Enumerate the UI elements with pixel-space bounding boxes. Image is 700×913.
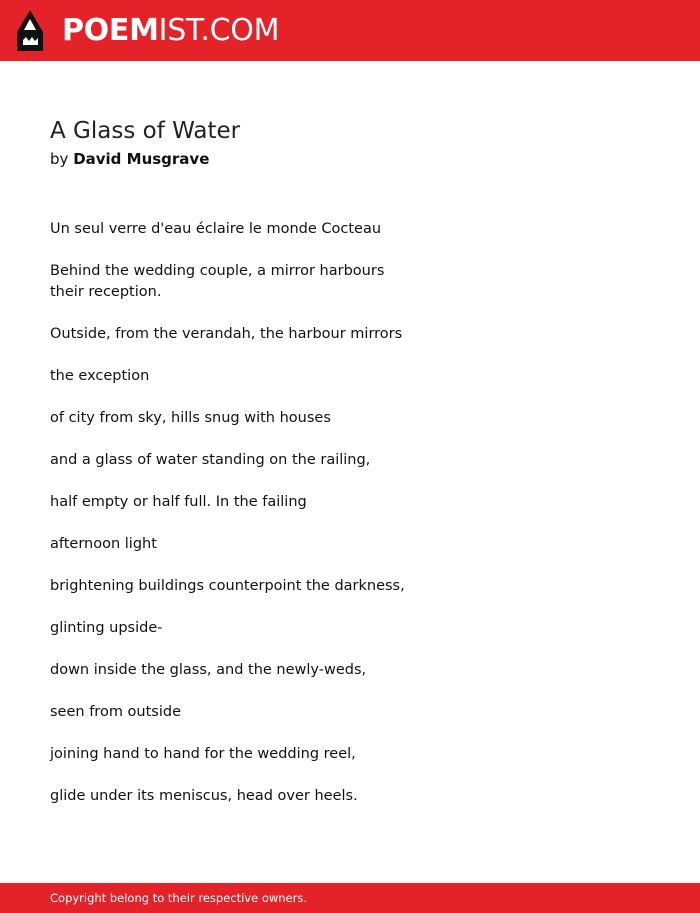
poem-line: down inside the glass, and the newly-weds, [50,662,367,678]
poem-stanza [50,261,410,303]
poem-stanza [50,492,410,513]
poem-stanza [50,744,410,765]
site-header [0,0,700,61]
poem-stanza [50,702,410,723]
poem-line: the exception [50,368,150,384]
poem-line: glide under its meniscus, head over heels. [50,788,358,804]
poem-body [50,219,410,828]
poem-line: and a glass of water standing on the railing, [50,452,371,468]
pencil-icon[interactable] [17,10,43,51]
poem-line: of city from sky, hills snug with houses [50,410,331,426]
poem-line: Outside, from the verandah, the harbour mirrors [50,326,403,342]
poem-byline [50,149,209,169]
poem-line: Un seul verre d'eau éclaire le monde Cocteau [50,221,382,237]
poem-line: half empty or half full. In the failing [50,494,307,510]
poem-stanza [50,366,410,387]
poem-line: their reception. [50,284,162,300]
poem-stanza [50,618,410,639]
poem-stanza [50,408,410,429]
poem-title: A Glass of Water [50,118,241,144]
brand-light-text: IST.COM [158,13,280,48]
copyright-text: Copyright belong to their respective owners. [50,891,308,905]
poem-line: seen from outside [50,704,182,720]
poem-stanza [50,324,410,345]
poem-stanza [50,786,410,807]
poem-line: joining hand to hand for the wedding reel, [50,746,356,762]
poem-author: David Musgrave [73,150,210,168]
poem-line: brightening buildings counterpoint the darkness, [50,578,405,594]
poem-stanza [50,576,410,597]
brand-bold-text: POEM [62,13,159,48]
poem-stanza [50,219,410,240]
poem-line: Behind the wedding couple, a mirror harbours [50,263,385,279]
poem-stanza [50,660,410,681]
poem-stanza [50,534,410,555]
poem-line: afternoon light [50,536,157,552]
poem-stanza [50,450,410,471]
site-logo-text[interactable] [62,11,279,51]
poem-line: glinting upside- [50,620,163,636]
byline-prefix: by [50,150,69,168]
site-footer [0,883,700,913]
